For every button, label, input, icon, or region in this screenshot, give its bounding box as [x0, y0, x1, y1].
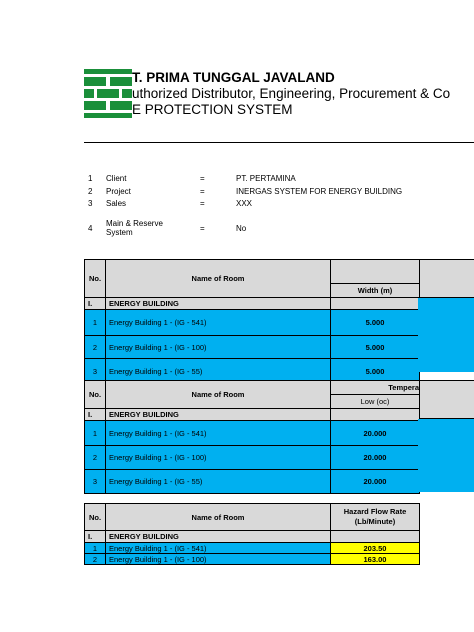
row-no: 1: [85, 421, 106, 446]
table-hazard-flow: [84, 503, 420, 565]
row-no: 1: [85, 310, 106, 336]
col-header-room: Name of Room: [106, 504, 331, 531]
section-number: I.: [85, 409, 106, 421]
hazard-flow-label: Hazard Flow Rate: [343, 507, 407, 516]
info-label: Client: [106, 174, 127, 183]
table-row: [85, 336, 420, 359]
row-room: Energy Building 1 - (IG - 541): [106, 310, 331, 336]
info-eq: =: [200, 174, 205, 183]
info-value: No: [236, 224, 247, 233]
col-header-no: No.: [85, 504, 106, 531]
info-value: XXX: [236, 199, 253, 208]
company-division: E PROTECTION SYSTEM: [132, 102, 293, 117]
table-row: [85, 310, 420, 336]
row-no: 2: [85, 446, 106, 470]
info-num: 1: [88, 174, 93, 183]
table-row: [85, 470, 420, 494]
company-name: T. PRIMA TUNGGAL JAVALAND: [132, 70, 335, 85]
table1-row-extension: [418, 298, 474, 372]
info-value: PT. PERTAMINA: [236, 174, 296, 183]
info-label: Project: [106, 187, 131, 196]
row-room: Energy Building 1 - (IG - 100): [106, 446, 331, 470]
hazard-flow-unit: (Lb/Minute): [354, 517, 396, 526]
info-value: INERGAS SYSTEM FOR ENERGY BUILDING: [236, 187, 403, 196]
info-label: Main & Reserve: [106, 219, 163, 228]
company-tagline: uthorized Distributor, Engineering, Procurement & Co: [132, 86, 451, 101]
table-section-row: [85, 409, 420, 421]
info-eq: =: [200, 199, 205, 208]
col-header-room: Name of Room: [106, 381, 331, 409]
header-divider: [84, 142, 474, 143]
table2-row-extension: [418, 419, 474, 492]
table-row: [85, 543, 420, 554]
row-room: Energy Building 1 - (IG - 100): [106, 554, 331, 565]
section-number: I.: [85, 298, 106, 310]
row-no: 2: [85, 554, 106, 565]
row-no: 3: [85, 470, 106, 494]
col-header-temperature: Tempera: [331, 381, 420, 395]
info-label: Sales: [106, 199, 127, 208]
row-room: Energy Building 1 - (IG - 541): [106, 543, 331, 554]
col-header-group: [331, 260, 420, 284]
info-eq: =: [200, 224, 205, 233]
table-section-row: [85, 531, 420, 543]
row-no: 3: [85, 359, 106, 384]
col-header-width: Width (m): [331, 284, 420, 298]
row-no: 1: [85, 543, 106, 554]
table-row: [85, 446, 420, 470]
row-value: 5.000: [331, 336, 420, 359]
table-row: [85, 554, 420, 565]
section-empty: [331, 531, 420, 543]
table-row: [85, 421, 420, 446]
col-header-no: No.: [85, 260, 106, 298]
col-header-room: Name of Room: [106, 260, 331, 298]
info-num: 2: [88, 187, 93, 196]
row-room: Energy Building 1 - (IG - 55): [106, 359, 331, 384]
row-value: 20.000: [331, 421, 420, 446]
info-eq: =: [200, 187, 205, 196]
col-header-no: No.: [85, 381, 106, 409]
row-room: Energy Building 1 - (IG - 55): [106, 470, 331, 494]
row-value: 5.000: [331, 359, 420, 384]
col-header-low: Low (oc): [331, 395, 420, 409]
table-room-temperature: [84, 380, 420, 494]
section-label: ENERGY BUILDING: [106, 409, 331, 421]
row-room: Energy Building 1 - (IG - 100): [106, 336, 331, 359]
section-label: ENERGY BUILDING: [106, 298, 331, 310]
section-label: ENERGY BUILDING: [106, 531, 331, 543]
section-number: I.: [85, 531, 106, 543]
table-section-row: [85, 298, 420, 310]
row-no: 2: [85, 336, 106, 359]
section-empty: [331, 409, 420, 421]
row-room: Energy Building 1 - (IG - 541): [106, 421, 331, 446]
company-header: [84, 69, 474, 129]
row-value: 20.000: [331, 446, 420, 470]
row-value: 203.50: [331, 543, 420, 554]
table2-header-extension: [418, 380, 474, 419]
row-value: 20.000: [331, 470, 420, 494]
table-room-width: [84, 259, 420, 384]
info-label: System: [106, 228, 133, 237]
row-value: 5.000: [331, 310, 420, 336]
info-num: 4: [88, 224, 93, 233]
info-num: 3: [88, 199, 93, 208]
section-empty: [331, 298, 420, 310]
row-value: 163.00: [331, 554, 420, 565]
table1-header-extension: [418, 259, 474, 298]
col-header-hazard-flow: [331, 504, 420, 531]
